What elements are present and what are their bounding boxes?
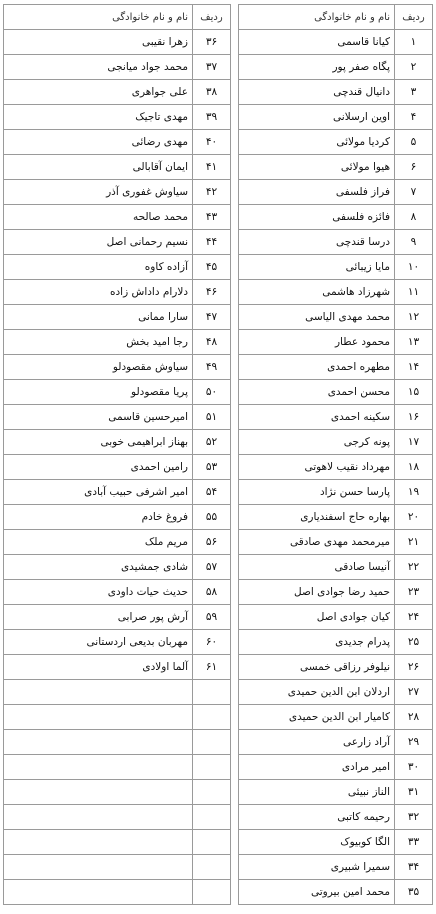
column-gap <box>231 830 239 855</box>
header-right-row-number: ردیف <box>395 5 433 30</box>
header-row <box>4 5 433 30</box>
name-right: محسن احمدی <box>239 380 395 405</box>
row-number-right: ۲۸ <box>395 705 433 730</box>
table-row <box>4 130 433 155</box>
name-left: زهرا نقیبی <box>4 30 193 55</box>
column-gap <box>231 230 239 255</box>
name-right: مطهره احمدی <box>239 355 395 380</box>
row-number-right: ۱۱ <box>395 280 433 305</box>
name-left: رامین احمدی <box>4 455 193 480</box>
row-number-left: ۴۵ <box>193 255 231 280</box>
row-number-right: ۳ <box>395 80 433 105</box>
name-left <box>4 805 193 830</box>
column-gap <box>231 630 239 655</box>
row-number-right: ۱۸ <box>395 455 433 480</box>
table-row <box>4 755 433 780</box>
name-left: مهدی رضائی <box>4 130 193 155</box>
row-number-right: ۲ <box>395 55 433 80</box>
column-gap <box>231 555 239 580</box>
table-row <box>4 855 433 880</box>
row-number-right: ۲۱ <box>395 530 433 555</box>
row-number-left: ۴۴ <box>193 230 231 255</box>
row-number-right: ۱۷ <box>395 430 433 455</box>
table-row <box>4 205 433 230</box>
row-number-left: ۴۱ <box>193 155 231 180</box>
column-gap <box>231 355 239 380</box>
row-number-right: ۱۴ <box>395 355 433 380</box>
name-right: محمد امین بیروتی <box>239 880 395 905</box>
column-gap <box>231 605 239 630</box>
row-number-left: ۵۰ <box>193 380 231 405</box>
name-right: کامیار ابن الدین حمیدی <box>239 705 395 730</box>
table-row <box>4 830 433 855</box>
row-number-left: ۳۷ <box>193 55 231 80</box>
row-number-left: ۴۳ <box>193 205 231 230</box>
table-row <box>4 580 433 605</box>
table-row <box>4 780 433 805</box>
table-row <box>4 730 433 755</box>
row-number-right: ۳۲ <box>395 805 433 830</box>
table-row <box>4 30 433 55</box>
row-number-right: ۳۳ <box>395 830 433 855</box>
row-number-left: ۴۷ <box>193 305 231 330</box>
column-gap <box>231 455 239 480</box>
row-number-right: ۲۷ <box>395 680 433 705</box>
name-right: محمد مهدی الیاسی <box>239 305 395 330</box>
column-gap <box>231 255 239 280</box>
name-left <box>4 780 193 805</box>
row-number-right: ۱۶ <box>395 405 433 430</box>
name-left <box>4 730 193 755</box>
column-gap <box>231 105 239 130</box>
row-number-left: ۳۶ <box>193 30 231 55</box>
column-gap <box>231 405 239 430</box>
row-number-right: ۲۲ <box>395 555 433 580</box>
column-gap <box>231 505 239 530</box>
table-row <box>4 155 433 180</box>
row-number-right: ۱ <box>395 30 433 55</box>
name-left <box>4 680 193 705</box>
row-number-right: ۲۶ <box>395 655 433 680</box>
row-number-left: ۴۸ <box>193 330 231 355</box>
name-left: سیاوش غفوری آذر <box>4 180 193 205</box>
column-gap <box>231 855 239 880</box>
row-number-right: ۳۵ <box>395 880 433 905</box>
name-list-table <box>3 4 433 905</box>
column-gap <box>231 705 239 730</box>
name-right: بهاره حاج اسفندیاری <box>239 505 395 530</box>
name-left: امیرحسین قاسمی <box>4 405 193 430</box>
row-number-right: ۱۵ <box>395 380 433 405</box>
table-row <box>4 530 433 555</box>
row-number-right: ۲۰ <box>395 505 433 530</box>
column-gap <box>231 755 239 780</box>
table-row <box>4 105 433 130</box>
row-number-left: ۴۶ <box>193 280 231 305</box>
table-row <box>4 430 433 455</box>
name-left: بهناز ابراهیمی خوبی <box>4 430 193 455</box>
name-right: پدرام جدیدی <box>239 630 395 655</box>
name-right: نیلوفر رزاقی خمسی <box>239 655 395 680</box>
name-right: پونه کرجی <box>239 430 395 455</box>
row-number-left: ۵۹ <box>193 605 231 630</box>
name-right: الناز نبیئی <box>239 780 395 805</box>
column-gap <box>231 580 239 605</box>
row-number-left: ۵۵ <box>193 505 231 530</box>
name-left: محمد صالحه <box>4 205 193 230</box>
name-left: سیاوش مقصودلو <box>4 355 193 380</box>
name-left: حدیث حیات داودی <box>4 580 193 605</box>
name-left: نسیم رحمانی اصل <box>4 230 193 255</box>
column-gap <box>231 80 239 105</box>
table-row <box>4 555 433 580</box>
row-number-left: ۵۲ <box>193 430 231 455</box>
row-number-left: ۵۷ <box>193 555 231 580</box>
row-number-left: ۶۰ <box>193 630 231 655</box>
name-right: فائزه فلسفی <box>239 205 395 230</box>
row-number-right: ۱۰ <box>395 255 433 280</box>
table-row <box>4 180 433 205</box>
name-right: مهرداد نقیب لاهوتی <box>239 455 395 480</box>
name-right: پارسا حسن نژاد <box>239 480 395 505</box>
table-row <box>4 455 433 480</box>
table-row <box>4 505 433 530</box>
name-right: میرمحمد مهدی صادقی <box>239 530 395 555</box>
column-gap <box>231 780 239 805</box>
row-number-right: ۱۳ <box>395 330 433 355</box>
table-row <box>4 630 433 655</box>
table-row <box>4 55 433 80</box>
table-row <box>4 330 433 355</box>
column-gap <box>231 530 239 555</box>
name-left: آرش پور صرابی <box>4 605 193 630</box>
row-number-left: ۵۴ <box>193 480 231 505</box>
name-left: ایمان آقابالی <box>4 155 193 180</box>
table-row <box>4 305 433 330</box>
name-left: مهربان بدیعی اردستانی <box>4 630 193 655</box>
row-number-right: ۳۰ <box>395 755 433 780</box>
row-number-left: ۴۲ <box>193 180 231 205</box>
name-right: هیوا مولائی <box>239 155 395 180</box>
column-gap <box>231 330 239 355</box>
row-number-right: ۳۴ <box>395 855 433 880</box>
row-number-left <box>193 730 231 755</box>
row-number-right: ۸ <box>395 205 433 230</box>
row-number-right: ۲۵ <box>395 630 433 655</box>
column-gap <box>231 5 239 30</box>
column-gap <box>231 430 239 455</box>
name-left: سارا ممانی <box>4 305 193 330</box>
column-gap <box>231 180 239 205</box>
column-gap <box>231 655 239 680</box>
column-gap <box>231 205 239 230</box>
table-row <box>4 230 433 255</box>
name-right: محمود عطار <box>239 330 395 355</box>
row-number-right: ۲۳ <box>395 580 433 605</box>
column-gap <box>231 30 239 55</box>
name-left: دلارام داداش زاده <box>4 280 193 305</box>
name-left: علی جواهری <box>4 80 193 105</box>
table-row <box>4 605 433 630</box>
name-right: امیر مرادی <box>239 755 395 780</box>
table-row <box>4 405 433 430</box>
header-left-full-name: نام و نام خانوادگی <box>4 5 193 30</box>
name-left: آلما اولادی <box>4 655 193 680</box>
table-row <box>4 355 433 380</box>
row-number-right: ۱۲ <box>395 305 433 330</box>
table-row <box>4 880 433 905</box>
row-number-left <box>193 855 231 880</box>
row-number-right: ۵ <box>395 130 433 155</box>
row-number-left <box>193 780 231 805</box>
name-right: درسا قندچی <box>239 230 395 255</box>
column-gap <box>231 805 239 830</box>
row-number-left: ۳۹ <box>193 105 231 130</box>
name-right: الگا کوبیوک <box>239 830 395 855</box>
table-row <box>4 480 433 505</box>
header-right-full-name: نام و نام خانوادگی <box>239 5 395 30</box>
name-right: کیانا قاسمی <box>239 30 395 55</box>
row-number-left: ۵۳ <box>193 455 231 480</box>
name-right: فراز فلسفی <box>239 180 395 205</box>
name-left <box>4 755 193 780</box>
column-gap <box>231 880 239 905</box>
name-right: سکینه احمدی <box>239 405 395 430</box>
column-gap <box>231 280 239 305</box>
row-number-left <box>193 705 231 730</box>
name-right: مایا زیبائی <box>239 255 395 280</box>
row-number-left: ۵۶ <box>193 530 231 555</box>
table-row <box>4 680 433 705</box>
row-number-right: ۱۹ <box>395 480 433 505</box>
column-gap <box>231 480 239 505</box>
name-left <box>4 705 193 730</box>
name-right: رحیمه کاتبی <box>239 805 395 830</box>
row-number-left <box>193 830 231 855</box>
row-number-left: ۶۱ <box>193 655 231 680</box>
row-number-left <box>193 880 231 905</box>
name-right: پگاه صفر پور <box>239 55 395 80</box>
name-left: پریا مقصودلو <box>4 380 193 405</box>
row-number-left: ۵۱ <box>193 405 231 430</box>
name-left: فروغ خادم <box>4 505 193 530</box>
name-right: کردیا مولائی <box>239 130 395 155</box>
column-gap <box>231 680 239 705</box>
row-number-right: ۷ <box>395 180 433 205</box>
name-right: کیان جوادی اصل <box>239 605 395 630</box>
row-number-left: ۴۹ <box>193 355 231 380</box>
column-gap <box>231 380 239 405</box>
row-number-right: ۲۴ <box>395 605 433 630</box>
row-number-left <box>193 755 231 780</box>
column-gap <box>231 55 239 80</box>
table-row <box>4 255 433 280</box>
column-gap <box>231 305 239 330</box>
table-row <box>4 805 433 830</box>
name-left: رجا امید بخش <box>4 330 193 355</box>
row-number-right: ۳۱ <box>395 780 433 805</box>
name-right: اردلان ابن الدین حمیدی <box>239 680 395 705</box>
table-row <box>4 705 433 730</box>
name-right: سمیرا شبیری <box>239 855 395 880</box>
name-right: حمید رضا جوادی اصل <box>239 580 395 605</box>
table-row <box>4 655 433 680</box>
name-right: آنیسا صادقی <box>239 555 395 580</box>
row-number-right: ۲۹ <box>395 730 433 755</box>
column-gap <box>231 130 239 155</box>
name-left: آزاده کاوه <box>4 255 193 280</box>
name-left: مهدی تاجیک <box>4 105 193 130</box>
name-right: شهرزاد هاشمی <box>239 280 395 305</box>
name-left: امیر اشرفی حبیب آبادی <box>4 480 193 505</box>
table-row <box>4 280 433 305</box>
name-left: مریم ملک <box>4 530 193 555</box>
name-left: محمد جواد میانجی <box>4 55 193 80</box>
name-left: شادی جمشیدی <box>4 555 193 580</box>
table-row <box>4 80 433 105</box>
header-left-row-number: ردیف <box>193 5 231 30</box>
row-number-left: ۳۸ <box>193 80 231 105</box>
name-left <box>4 855 193 880</box>
row-number-right: ۹ <box>395 230 433 255</box>
row-number-left: ۴۰ <box>193 130 231 155</box>
table-row <box>4 380 433 405</box>
row-number-right: ۶ <box>395 155 433 180</box>
row-number-left <box>193 680 231 705</box>
name-left <box>4 830 193 855</box>
name-right: آراد زارعی <box>239 730 395 755</box>
name-right: دانیال قندچی <box>239 80 395 105</box>
name-right: اوین ارسلانی <box>239 105 395 130</box>
row-number-left <box>193 805 231 830</box>
row-number-right: ۴ <box>395 105 433 130</box>
row-number-left: ۵۸ <box>193 580 231 605</box>
column-gap <box>231 155 239 180</box>
column-gap <box>231 730 239 755</box>
name-left <box>4 880 193 905</box>
